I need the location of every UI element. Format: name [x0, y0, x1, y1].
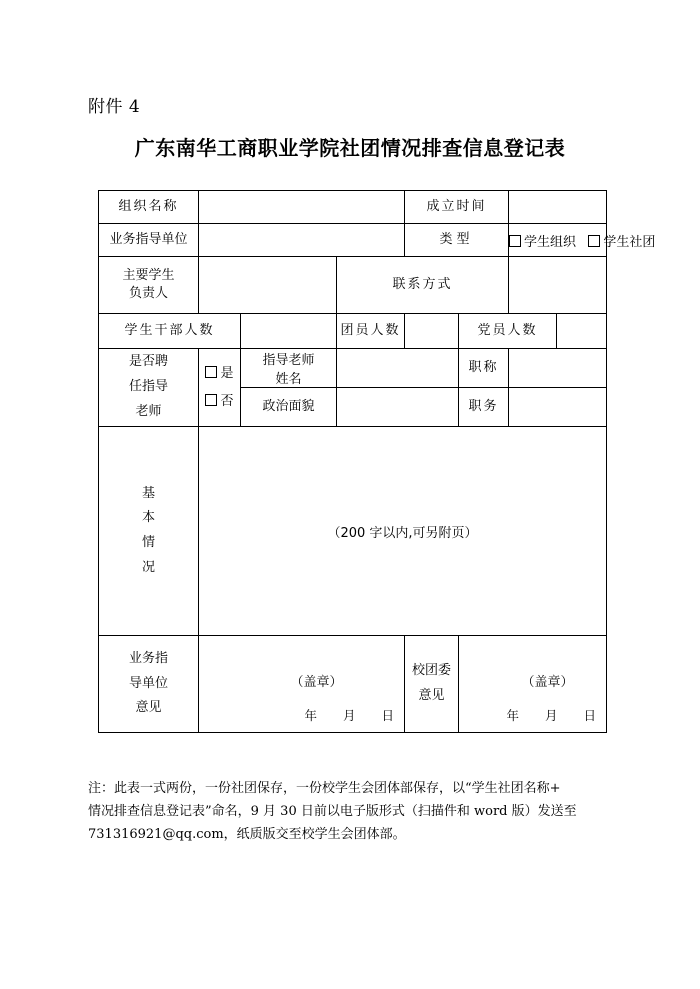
basic-info-label-char-0: 基 — [141, 485, 155, 501]
type-option-label-1: 学生社团 — [603, 234, 656, 250]
org-name-label: 组织名称 — [99, 191, 199, 224]
hire-teacher-options[interactable] — [199, 349, 241, 427]
page-title: 广东南华工商职业学院社团情况排查信息登记表 — [134, 136, 566, 160]
contact-label: 联系方式 — [337, 257, 509, 314]
party-member-label: 党员人数 — [459, 314, 557, 349]
position-value[interactable] — [509, 388, 607, 427]
hire-teacher-label-line3: 老师 — [135, 403, 162, 419]
student-cadre-label: 学生干部人数 — [99, 314, 241, 349]
hire-teacher-label-line1: 是否聘 — [128, 354, 168, 370]
type-option-label-0: 学生组织 — [524, 234, 577, 250]
table-row — [99, 224, 607, 257]
political-status-value[interactable] — [337, 388, 459, 427]
basic-info-label-char-2: 情 — [141, 535, 155, 550]
checkbox-no-icon[interactable] — [205, 394, 217, 406]
guidance-unit-label: 业务指导单位 — [99, 224, 199, 257]
teacher-name-label — [241, 349, 337, 388]
hire-yes-label: 是 — [220, 366, 234, 382]
attachment-label: 附件 4 — [88, 97, 141, 117]
guidance-date-year: 年 — [304, 707, 318, 723]
league-date-day: 日 — [583, 707, 597, 723]
basic-info-label-char-3: 况 — [141, 559, 155, 575]
league-member-value[interactable] — [405, 314, 459, 349]
table-row — [99, 191, 607, 224]
guidance-unit-value[interactable] — [199, 224, 405, 257]
note-line-3: 731316921@qq.com，纸质版交至校学生会团体部。 — [88, 826, 406, 842]
main-leader-value[interactable] — [199, 257, 337, 314]
basic-info-label-char-1: 本 — [141, 510, 155, 526]
hire-no-option[interactable] — [199, 388, 240, 415]
hire-no-label: 否 — [220, 393, 234, 409]
guidance-opinion-value[interactable] — [199, 636, 405, 733]
league-seal-text: （盖章） — [521, 674, 574, 690]
position-label: 职务 — [459, 388, 509, 427]
note-line-1: 注：此表一式两份，一份社团保存，一份校学生会团体部保存，以“学生社团名称+ — [88, 781, 561, 796]
type-label: 类型 — [405, 224, 509, 257]
found-time-value[interactable] — [509, 191, 607, 224]
party-member-value[interactable] — [557, 314, 607, 349]
main-leader-label — [99, 257, 199, 314]
basic-info-hint: （200 字以内,可另附页） — [327, 525, 478, 541]
guidance-opinion-label-line2: 导单位 — [128, 675, 168, 691]
table-row — [99, 257, 607, 314]
note-line-2: 情况排查信息登记表”命名，9 月 30 日前以电子版形式（扫描件和 word 版）发送至 — [88, 803, 577, 819]
teacher-name-label-line1: 指导老师 — [262, 353, 315, 368]
title-value[interactable] — [509, 349, 607, 388]
guidance-date-line[interactable] — [199, 690, 404, 724]
table-row — [99, 427, 607, 636]
form-note — [88, 778, 612, 846]
league-committee-value[interactable] — [459, 636, 607, 733]
checkbox-student-club-icon[interactable] — [588, 235, 600, 247]
political-status-label: 政治面貌 — [241, 388, 337, 427]
league-member-label: 团员人数 — [337, 314, 405, 349]
table-row — [99, 636, 607, 733]
table-row — [99, 314, 607, 349]
type-options[interactable] — [509, 224, 656, 257]
main-leader-label-line2: 负责人 — [128, 286, 168, 301]
basic-info-label — [99, 427, 199, 636]
hire-teacher-label-line2: 任指导 — [128, 379, 168, 395]
league-committee-label-line1: 校团委 — [412, 663, 452, 679]
guidance-opinion-label-line3: 意见 — [135, 700, 162, 716]
guidance-seal-text: （盖章） — [290, 674, 343, 690]
league-committee-label-line2: 意见 — [418, 688, 445, 703]
guidance-date-month: 月 — [343, 707, 356, 723]
found-time-label: 成立时间 — [405, 191, 509, 224]
league-date-month: 月 — [545, 707, 558, 723]
guidance-opinion-label-line1: 业务指 — [128, 650, 168, 666]
guidance-opinion-label — [99, 636, 199, 733]
table-row — [99, 349, 607, 388]
checkbox-student-org-icon[interactable] — [509, 235, 521, 247]
league-date-line[interactable] — [459, 690, 606, 724]
main-leader-label-line1: 主要学生 — [122, 267, 175, 283]
basic-info-value[interactable] — [199, 427, 607, 636]
guidance-date-day: 日 — [381, 707, 395, 723]
org-name-value[interactable] — [199, 191, 405, 224]
teacher-name-value[interactable] — [337, 349, 459, 388]
title-label: 职称 — [459, 349, 509, 388]
league-date-year: 年 — [506, 707, 520, 723]
hire-teacher-label — [99, 349, 199, 427]
student-cadre-value[interactable] — [241, 314, 337, 349]
club-info-form — [98, 190, 656, 733]
teacher-name-label-line2: 姓名 — [275, 372, 302, 387]
hire-yes-option[interactable] — [199, 360, 240, 387]
league-committee-label — [405, 636, 459, 733]
contact-value[interactable] — [509, 257, 607, 314]
checkbox-yes-icon[interactable] — [205, 366, 217, 378]
